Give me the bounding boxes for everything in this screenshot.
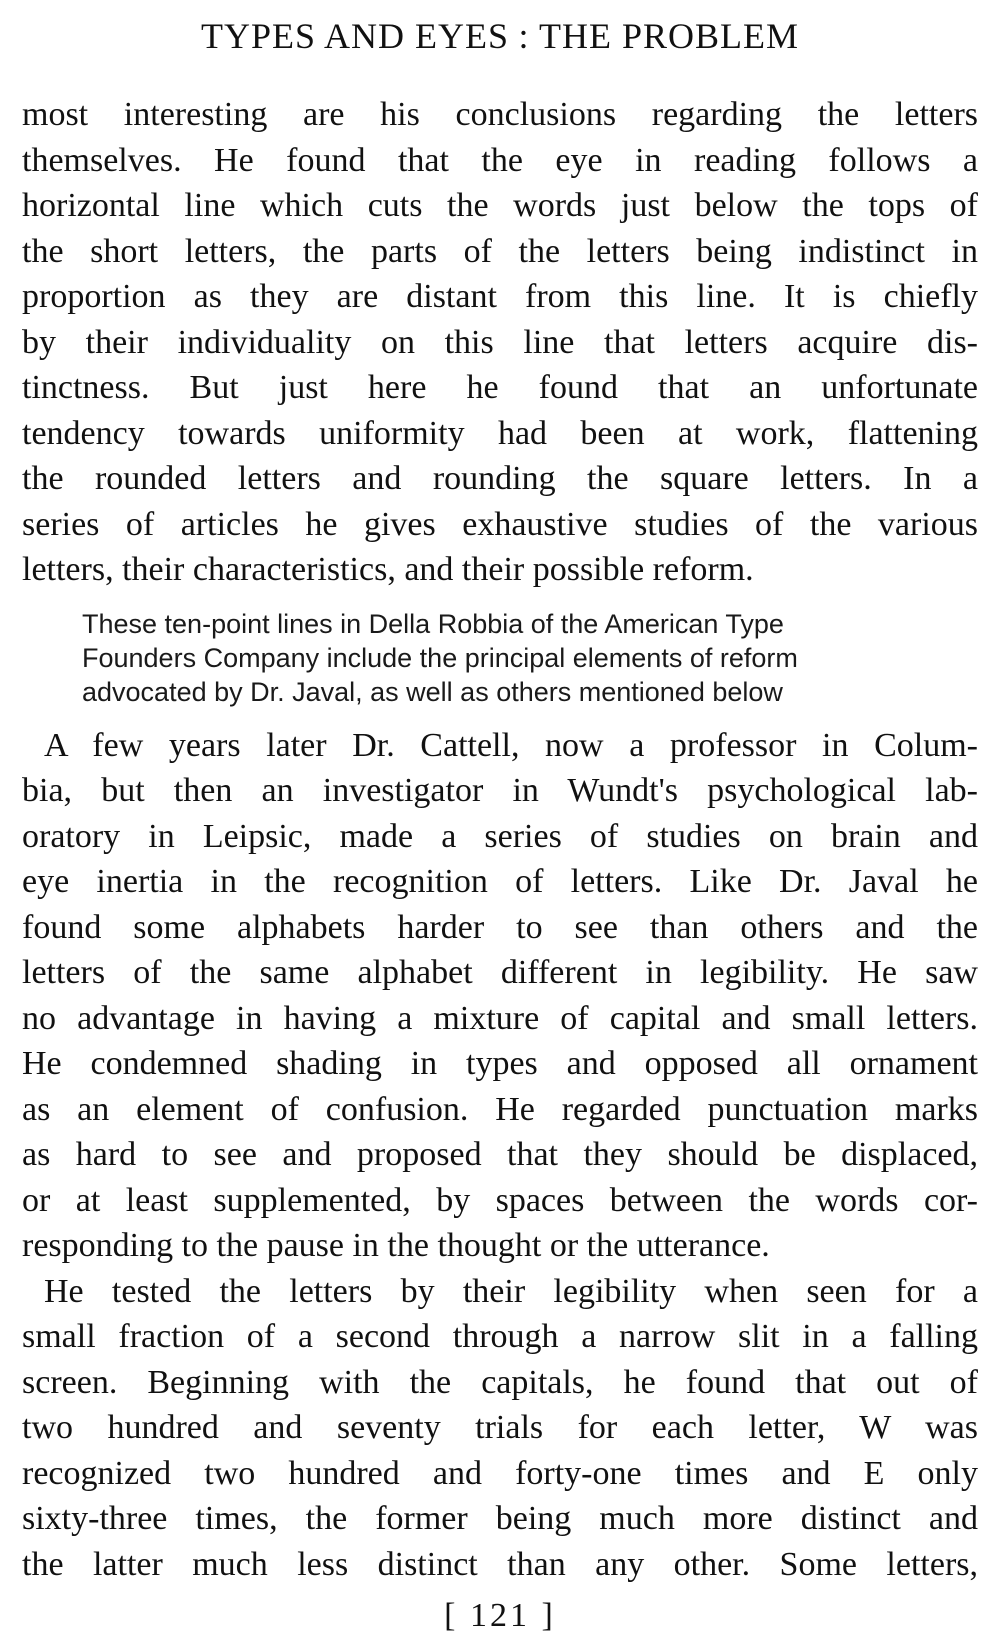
text-line: as an element of confusion. He regarded punctuation marks xyxy=(22,1090,978,1128)
text-line: proportion as they are distant from this line. It is chiefly xyxy=(22,278,978,315)
text-line: no advantage in having a mixture of capital and small letters. xyxy=(22,999,978,1037)
text-line: letters, their characteristics, and their possible reform. xyxy=(22,551,754,588)
running-head-left: TYPES AND EYES xyxy=(200,16,509,56)
text-line: as hard to see and proposed that they should be displaced, xyxy=(22,1136,978,1173)
text-line: tendency towards uniformity had been at work, flattening xyxy=(22,414,978,452)
text-line: two hundred and seventy trials for each letter, W was xyxy=(22,1409,978,1446)
text-line: series of articles he gives exhaustive studies of the various xyxy=(22,505,978,543)
text-line: most interesting are his conclusions regarding the letters xyxy=(22,96,978,133)
page-number: [ 121 ] xyxy=(444,1597,556,1634)
running-head-separator: : xyxy=(518,16,530,56)
text-line: recognized two hundred and forty-one times and E only xyxy=(22,1454,978,1492)
type-sample-line: advocated by Dr. Javal, as well as others mentioned below xyxy=(82,676,783,707)
text-line: He condemned shading in types and opposed all ornament xyxy=(22,1045,978,1082)
running-head-right: THE PROBLEM xyxy=(539,16,800,56)
paragraph-cattell xyxy=(22,723,978,1269)
paragraph-continued xyxy=(22,92,978,593)
text-line: oratory in Leipsic, made a series of studies on brain and xyxy=(22,817,978,855)
text-line: small fraction of a second through a narrow slit in a falling xyxy=(22,1318,978,1355)
type-sample-line: Founders Company include the principal elements of reform xyxy=(82,642,798,673)
text-line: screen. Beginning with the capitals, he found that out of xyxy=(22,1363,978,1401)
type-sample-line: These ten-point lines in Della Robbia of the American Type xyxy=(82,608,784,639)
type-sample-block xyxy=(82,607,932,709)
text-line: or at least supplemented, by spaces between the words cor- xyxy=(22,1181,978,1219)
text-line: bia, but then an investigator in Wundt's psychological lab- xyxy=(22,772,978,809)
book-page xyxy=(22,0,978,1651)
text-line: found some alphabets harder to see than others and the xyxy=(22,908,978,946)
text-line: the rounded letters and rounding the square letters. In a xyxy=(22,460,978,497)
paragraph-legibility-tests xyxy=(22,1269,978,1588)
text-line: tinctness. But just here he found that an unfortunate xyxy=(22,369,978,406)
text-line: A few years later Dr. Cattell, now a professor in Colum- xyxy=(44,726,978,764)
text-line: letters of the same alphabet different in legibility. He saw xyxy=(22,954,978,991)
text-line: the latter much less distinct than any other. Some letters, xyxy=(22,1545,978,1583)
body-text xyxy=(22,92,978,1587)
text-line: the short letters, the parts of the letters being indistinct in xyxy=(22,232,978,270)
text-line: by their individuality on this line that letters acquire dis- xyxy=(22,323,978,361)
text-line: responding to the pause in the thought or the utterance. xyxy=(22,1227,770,1264)
text-line: themselves. He found that the eye in reading follows a xyxy=(22,141,978,179)
text-line: eye inertia in the recognition of letters. Like Dr. Javal he xyxy=(22,863,978,900)
text-line: sixty-three times, the former being much more distinct and xyxy=(22,1500,978,1537)
text-line: He tested the letters by their legibility when seen for a xyxy=(44,1272,978,1310)
text-line: horizontal line which cuts the words just below the tops of xyxy=(22,187,978,224)
running-head xyxy=(22,14,978,58)
